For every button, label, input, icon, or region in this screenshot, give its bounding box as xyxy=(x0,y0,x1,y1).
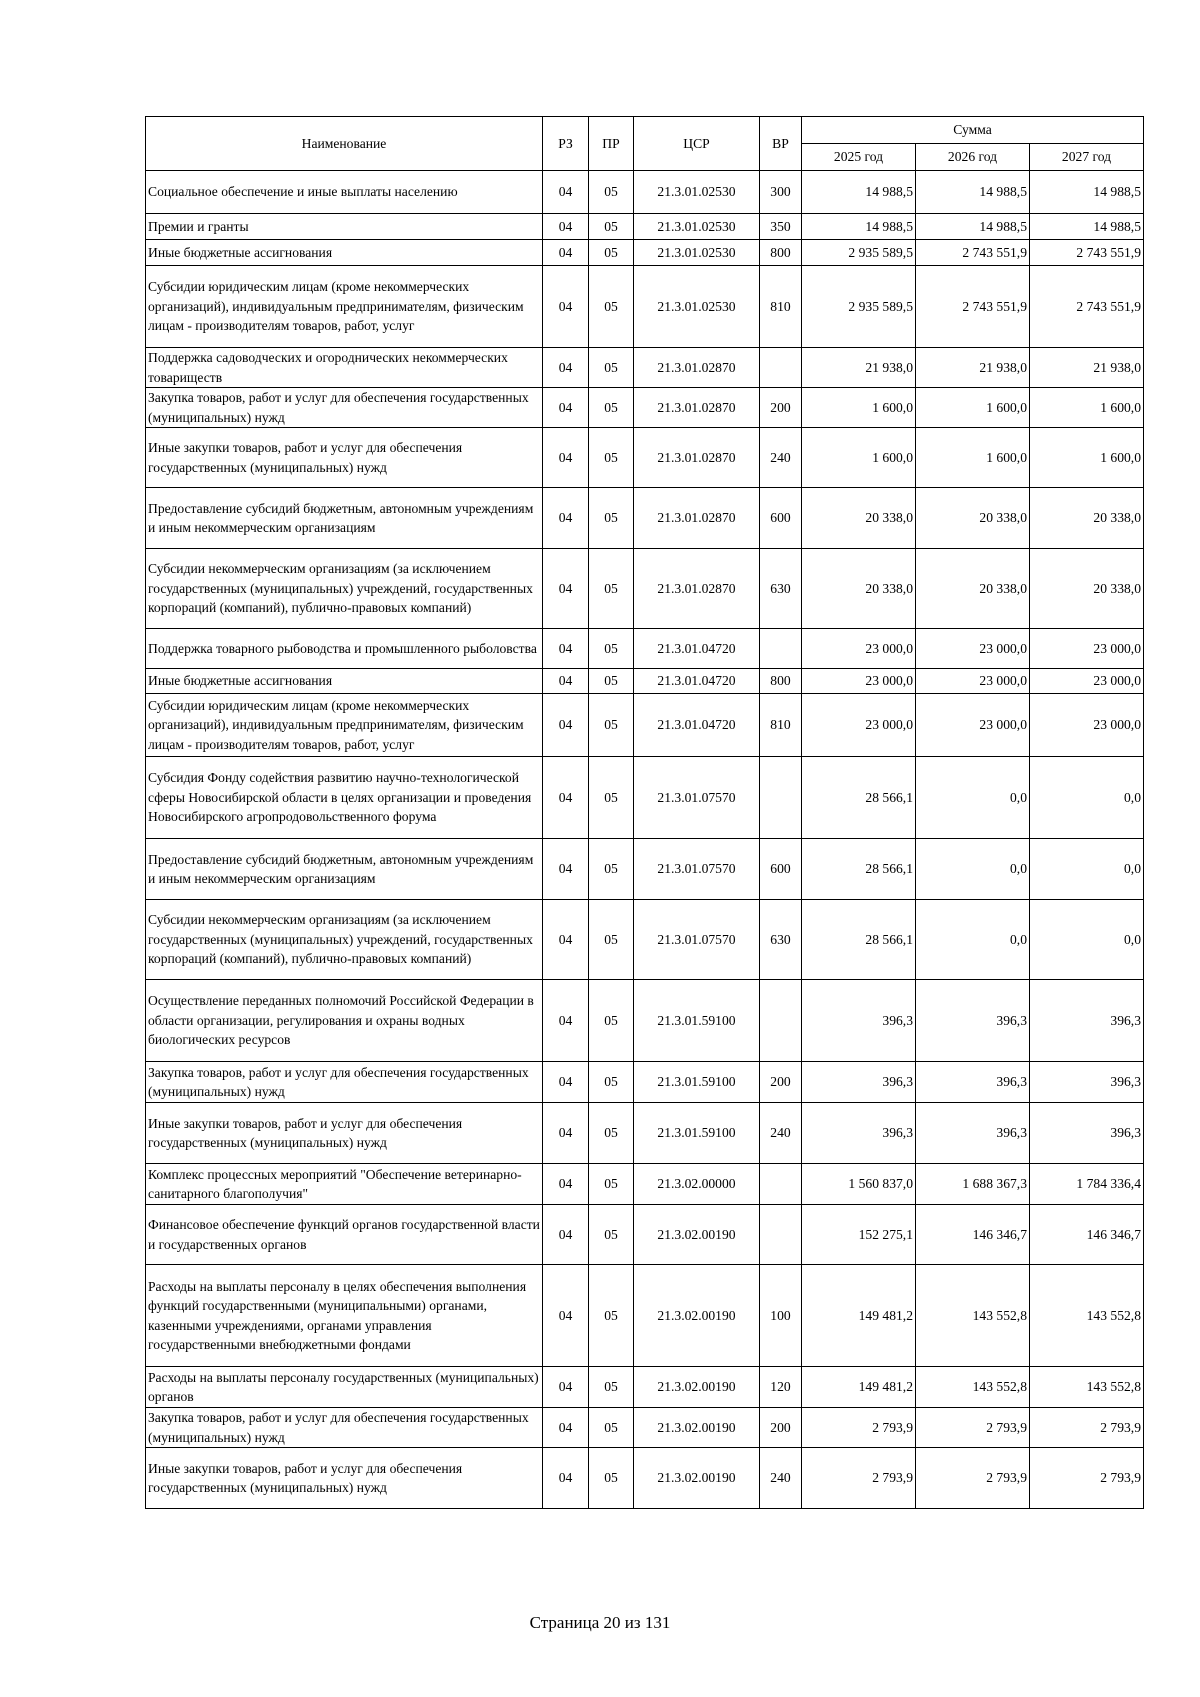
row-csr: 21.3.01.02530 xyxy=(634,171,760,214)
row-csr: 21.3.01.02530 xyxy=(634,266,760,348)
row-rz: 04 xyxy=(543,1265,589,1367)
row-csr: 21.3.02.00190 xyxy=(634,1448,760,1509)
row-rz: 04 xyxy=(543,1367,589,1408)
row-amount-2027: 396,3 xyxy=(1030,1062,1144,1103)
row-amount-2027: 146 346,7 xyxy=(1030,1205,1144,1265)
row-csr: 21.3.02.00190 xyxy=(634,1205,760,1265)
row-pr: 05 xyxy=(589,1448,634,1509)
row-amount-2025: 2 935 589,5 xyxy=(802,266,916,348)
row-amount-2025: 396,3 xyxy=(802,1103,916,1164)
row-amount-2025: 1 600,0 xyxy=(802,428,916,488)
row-amount-2025: 2 935 589,5 xyxy=(802,240,916,266)
row-pr: 05 xyxy=(589,629,634,669)
row-amount-2025: 28 566,1 xyxy=(802,900,916,980)
row-name: Социальное обеспечение и иные выплаты населению xyxy=(146,171,543,214)
row-amount-2026: 0,0 xyxy=(916,839,1030,900)
row-pr: 05 xyxy=(589,1164,634,1205)
row-csr: 21.3.01.04720 xyxy=(634,669,760,694)
row-amount-2027: 0,0 xyxy=(1030,757,1144,839)
table-row xyxy=(146,214,1144,240)
row-rz: 04 xyxy=(543,1062,589,1103)
row-pr: 05 xyxy=(589,694,634,757)
row-amount-2026: 146 346,7 xyxy=(916,1205,1030,1265)
row-csr: 21.3.02.00190 xyxy=(634,1367,760,1408)
row-amount-2026: 21 938,0 xyxy=(916,348,1030,388)
table-row xyxy=(146,266,1144,348)
row-csr: 21.3.02.00190 xyxy=(634,1265,760,1367)
row-name: Субсидии некоммерческим организациям (за исключением государственных (муниципальных) учреждений, государственных корпораций (компаний), публично-правовых компаний) xyxy=(146,900,543,980)
row-pr: 05 xyxy=(589,388,634,428)
row-name: Субсидии юридическим лицам (кроме некоммерческих организаций), индивидуальным предпринимателям, физическим лицам - производителям товаров, работ, услуг xyxy=(146,694,543,757)
row-pr: 05 xyxy=(589,1205,634,1265)
row-vr: 240 xyxy=(760,1103,802,1164)
row-rz: 04 xyxy=(543,428,589,488)
row-rz: 04 xyxy=(543,549,589,629)
row-name: Закупка товаров, работ и услуг для обеспечения государственных (муниципальных) нужд xyxy=(146,388,543,428)
row-pr: 05 xyxy=(589,839,634,900)
row-name: Иные закупки товаров, работ и услуг для обеспечения государственных (муниципальных) нужд xyxy=(146,1103,543,1164)
row-amount-2026: 396,3 xyxy=(916,1062,1030,1103)
row-amount-2026: 23 000,0 xyxy=(916,629,1030,669)
row-name: Расходы на выплаты персоналу в целях обеспечения выполнения функций государственными (муниципальными) органами, казенными учреждениями, органами управления государственными внебюджетными фондами xyxy=(146,1265,543,1367)
row-amount-2027: 0,0 xyxy=(1030,839,1144,900)
row-pr: 05 xyxy=(589,348,634,388)
row-rz: 04 xyxy=(543,1205,589,1265)
row-vr: 350 xyxy=(760,214,802,240)
row-pr: 05 xyxy=(589,549,634,629)
row-vr xyxy=(760,629,802,669)
row-pr: 05 xyxy=(589,669,634,694)
row-rz: 04 xyxy=(543,348,589,388)
row-amount-2027: 20 338,0 xyxy=(1030,549,1144,629)
row-amount-2027: 23 000,0 xyxy=(1030,694,1144,757)
row-pr: 05 xyxy=(589,1062,634,1103)
row-name: Иные бюджетные ассигнования xyxy=(146,240,543,266)
row-amount-2027: 2 743 551,9 xyxy=(1030,266,1144,348)
row-vr: 810 xyxy=(760,694,802,757)
row-vr: 810 xyxy=(760,266,802,348)
row-csr: 21.3.01.02870 xyxy=(634,488,760,549)
row-csr: 21.3.01.59100 xyxy=(634,1062,760,1103)
row-amount-2025: 396,3 xyxy=(802,1062,916,1103)
row-rz: 04 xyxy=(543,694,589,757)
row-vr xyxy=(760,757,802,839)
row-rz: 04 xyxy=(543,980,589,1062)
row-amount-2027: 396,3 xyxy=(1030,1103,1144,1164)
row-amount-2026: 1 600,0 xyxy=(916,428,1030,488)
row-csr: 21.3.01.02530 xyxy=(634,240,760,266)
row-csr: 21.3.02.00190 xyxy=(634,1408,760,1448)
row-amount-2025: 23 000,0 xyxy=(802,694,916,757)
row-vr xyxy=(760,348,802,388)
row-vr: 200 xyxy=(760,388,802,428)
row-rz: 04 xyxy=(543,1448,589,1509)
row-name: Премии и гранты xyxy=(146,214,543,240)
table-row xyxy=(146,629,1144,669)
row-amount-2026: 396,3 xyxy=(916,1103,1030,1164)
row-amount-2026: 2 793,9 xyxy=(916,1408,1030,1448)
row-rz: 04 xyxy=(543,757,589,839)
row-vr: 600 xyxy=(760,488,802,549)
row-amount-2025: 152 275,1 xyxy=(802,1205,916,1265)
row-csr: 21.3.01.07570 xyxy=(634,757,760,839)
table-row xyxy=(146,348,1144,388)
row-amount-2025: 23 000,0 xyxy=(802,629,916,669)
row-rz: 04 xyxy=(543,1103,589,1164)
row-vr xyxy=(760,1164,802,1205)
row-amount-2025: 149 481,2 xyxy=(802,1367,916,1408)
row-csr: 21.3.01.04720 xyxy=(634,629,760,669)
row-amount-2025: 396,3 xyxy=(802,980,916,1062)
row-amount-2026: 396,3 xyxy=(916,980,1030,1062)
table-row xyxy=(146,240,1144,266)
row-vr: 200 xyxy=(760,1408,802,1448)
row-amount-2025: 2 793,9 xyxy=(802,1448,916,1509)
row-amount-2026: 14 988,5 xyxy=(916,214,1030,240)
row-amount-2027: 1 600,0 xyxy=(1030,388,1144,428)
row-vr: 800 xyxy=(760,240,802,266)
row-csr: 21.3.02.00000 xyxy=(634,1164,760,1205)
row-amount-2025: 149 481,2 xyxy=(802,1265,916,1367)
row-pr: 05 xyxy=(589,757,634,839)
row-amount-2025: 20 338,0 xyxy=(802,549,916,629)
row-amount-2026: 0,0 xyxy=(916,900,1030,980)
row-name: Осуществление переданных полномочий Российской Федерации в области организации, регулирования и охраны водных биологических ресурсов xyxy=(146,980,543,1062)
header-sum: Сумма xyxy=(802,117,1144,144)
row-vr: 240 xyxy=(760,428,802,488)
row-rz: 04 xyxy=(543,214,589,240)
row-pr: 05 xyxy=(589,1367,634,1408)
table-row xyxy=(146,900,1144,980)
row-csr: 21.3.01.02870 xyxy=(634,388,760,428)
row-amount-2025: 28 566,1 xyxy=(802,839,916,900)
table-row xyxy=(146,839,1144,900)
row-name: Финансовое обеспечение функций органов государственной власти и государственных органов xyxy=(146,1205,543,1265)
row-rz: 04 xyxy=(543,839,589,900)
header-year-2025: 2025 год xyxy=(802,144,916,171)
table-body xyxy=(146,171,1144,1509)
row-vr: 600 xyxy=(760,839,802,900)
row-amount-2026: 143 552,8 xyxy=(916,1367,1030,1408)
row-amount-2027: 1 600,0 xyxy=(1030,428,1144,488)
row-rz: 04 xyxy=(543,669,589,694)
row-amount-2027: 1 784 336,4 xyxy=(1030,1164,1144,1205)
row-rz: 04 xyxy=(543,1164,589,1205)
row-amount-2027: 2 793,9 xyxy=(1030,1408,1144,1448)
row-name: Поддержка товарного рыбоводства и промышленного рыболовства xyxy=(146,629,543,669)
budget-table xyxy=(145,116,1144,1509)
row-name: Расходы на выплаты персоналу государственных (муниципальных) органов xyxy=(146,1367,543,1408)
row-csr: 21.3.01.07570 xyxy=(634,839,760,900)
row-rz: 04 xyxy=(543,266,589,348)
header-vr: ВР xyxy=(760,117,802,171)
header-rz: РЗ xyxy=(543,117,589,171)
row-csr: 21.3.01.04720 xyxy=(634,694,760,757)
header-csr: ЦСР xyxy=(634,117,760,171)
row-amount-2025: 28 566,1 xyxy=(802,757,916,839)
row-amount-2025: 21 938,0 xyxy=(802,348,916,388)
row-rz: 04 xyxy=(543,629,589,669)
row-amount-2026: 1 688 367,3 xyxy=(916,1164,1030,1205)
row-pr: 05 xyxy=(589,1265,634,1367)
table-row xyxy=(146,669,1144,694)
header-year-2027: 2027 год xyxy=(1030,144,1144,171)
row-pr: 05 xyxy=(589,214,634,240)
row-name: Закупка товаров, работ и услуг для обеспечения государственных (муниципальных) нужд xyxy=(146,1408,543,1448)
row-csr: 21.3.01.02870 xyxy=(634,428,760,488)
row-csr: 21.3.01.59100 xyxy=(634,980,760,1062)
row-vr: 120 xyxy=(760,1367,802,1408)
row-amount-2027: 2 743 551,9 xyxy=(1030,240,1144,266)
row-amount-2026: 2 743 551,9 xyxy=(916,266,1030,348)
table-header xyxy=(146,117,1144,171)
row-amount-2026: 143 552,8 xyxy=(916,1265,1030,1367)
table-row xyxy=(146,549,1144,629)
table-row xyxy=(146,694,1144,757)
table-row xyxy=(146,171,1144,214)
table-row xyxy=(146,1164,1144,1205)
page-number: Страница 20 из 131 xyxy=(529,1613,671,1632)
table-row xyxy=(146,1265,1144,1367)
row-csr: 21.3.01.07570 xyxy=(634,900,760,980)
row-name: Предоставление субсидий бюджетным, автономным учреждениям и иным некоммерческим организациям xyxy=(146,839,543,900)
row-amount-2025: 23 000,0 xyxy=(802,669,916,694)
row-name: Субсидии некоммерческим организациям (за исключением государственных (муниципальных) учреждений, государственных корпораций (компаний), публично-правовых компаний) xyxy=(146,549,543,629)
row-pr: 05 xyxy=(589,171,634,214)
row-name: Поддержка садоводческих и огороднических некоммерческих товариществ xyxy=(146,348,543,388)
row-pr: 05 xyxy=(589,428,634,488)
row-rz: 04 xyxy=(543,900,589,980)
row-amount-2026: 20 338,0 xyxy=(916,488,1030,549)
row-amount-2027: 23 000,0 xyxy=(1030,629,1144,669)
row-vr: 200 xyxy=(760,1062,802,1103)
table-row xyxy=(146,1205,1144,1265)
row-vr: 100 xyxy=(760,1265,802,1367)
table-row xyxy=(146,1367,1144,1408)
row-vr xyxy=(760,980,802,1062)
row-amount-2027: 20 338,0 xyxy=(1030,488,1144,549)
row-amount-2026: 14 988,5 xyxy=(916,171,1030,214)
row-name: Закупка товаров, работ и услуг для обеспечения государственных (муниципальных) нужд xyxy=(146,1062,543,1103)
table-row xyxy=(146,1408,1144,1448)
row-rz: 04 xyxy=(543,171,589,214)
row-amount-2025: 14 988,5 xyxy=(802,171,916,214)
row-rz: 04 xyxy=(543,1408,589,1448)
row-csr: 21.3.01.02530 xyxy=(634,214,760,240)
row-pr: 05 xyxy=(589,240,634,266)
row-amount-2025: 20 338,0 xyxy=(802,488,916,549)
row-rz: 04 xyxy=(543,488,589,549)
row-pr: 05 xyxy=(589,1103,634,1164)
row-amount-2027: 143 552,8 xyxy=(1030,1265,1144,1367)
header-year-2026: 2026 год xyxy=(916,144,1030,171)
table-row xyxy=(146,428,1144,488)
table-row xyxy=(146,1062,1144,1103)
row-vr: 800 xyxy=(760,669,802,694)
row-vr: 630 xyxy=(760,549,802,629)
row-amount-2027: 2 793,9 xyxy=(1030,1448,1144,1509)
row-csr: 21.3.01.02870 xyxy=(634,348,760,388)
table-row xyxy=(146,1103,1144,1164)
row-amount-2025: 1 560 837,0 xyxy=(802,1164,916,1205)
table-row xyxy=(146,488,1144,549)
row-amount-2025: 1 600,0 xyxy=(802,388,916,428)
row-name: Предоставление субсидий бюджетным, автономным учреждениям и иным некоммерческим организациям xyxy=(146,488,543,549)
row-amount-2025: 14 988,5 xyxy=(802,214,916,240)
row-amount-2027: 0,0 xyxy=(1030,900,1144,980)
row-name: Иные закупки товаров, работ и услуг для обеспечения государственных (муниципальных) нужд xyxy=(146,1448,543,1509)
row-pr: 05 xyxy=(589,900,634,980)
row-amount-2025: 2 793,9 xyxy=(802,1408,916,1448)
table-row xyxy=(146,1448,1144,1509)
row-amount-2027: 21 938,0 xyxy=(1030,348,1144,388)
row-amount-2026: 1 600,0 xyxy=(916,388,1030,428)
row-amount-2027: 23 000,0 xyxy=(1030,669,1144,694)
row-name: Иные бюджетные ассигнования xyxy=(146,669,543,694)
row-pr: 05 xyxy=(589,266,634,348)
row-amount-2026: 2 743 551,9 xyxy=(916,240,1030,266)
row-vr xyxy=(760,1205,802,1265)
row-vr: 300 xyxy=(760,171,802,214)
row-amount-2026: 20 338,0 xyxy=(916,549,1030,629)
header-pr: ПР xyxy=(589,117,634,171)
table-row xyxy=(146,757,1144,839)
row-vr: 630 xyxy=(760,900,802,980)
row-amount-2026: 23 000,0 xyxy=(916,694,1030,757)
row-rz: 04 xyxy=(543,240,589,266)
row-amount-2027: 14 988,5 xyxy=(1030,171,1144,214)
row-name: Субсидия Фонду содействия развитию научно-технологической сферы Новосибирской области в целях организации и проведения Новосибирского агропродовольственного форума xyxy=(146,757,543,839)
row-csr: 21.3.01.59100 xyxy=(634,1103,760,1164)
table-row xyxy=(146,980,1144,1062)
row-amount-2026: 0,0 xyxy=(916,757,1030,839)
table-row xyxy=(146,388,1144,428)
row-amount-2026: 23 000,0 xyxy=(916,669,1030,694)
row-amount-2027: 143 552,8 xyxy=(1030,1367,1144,1408)
row-pr: 05 xyxy=(589,980,634,1062)
row-name: Комплекс процессных мероприятий "Обеспечение ветеринарно-санитарного благополучия" xyxy=(146,1164,543,1205)
row-rz: 04 xyxy=(543,388,589,428)
row-name: Иные закупки товаров, работ и услуг для обеспечения государственных (муниципальных) нужд xyxy=(146,428,543,488)
row-name: Субсидии юридическим лицам (кроме некоммерческих организаций), индивидуальным предпринимателям, физическим лицам - производителям товаров, работ, услуг xyxy=(146,266,543,348)
header-name: Наименование xyxy=(146,117,543,171)
row-vr: 240 xyxy=(760,1448,802,1509)
row-csr: 21.3.01.02870 xyxy=(634,549,760,629)
row-amount-2027: 14 988,5 xyxy=(1030,214,1144,240)
row-pr: 05 xyxy=(589,488,634,549)
row-pr: 05 xyxy=(589,1408,634,1448)
row-amount-2027: 396,3 xyxy=(1030,980,1144,1062)
row-amount-2026: 2 793,9 xyxy=(916,1448,1030,1509)
